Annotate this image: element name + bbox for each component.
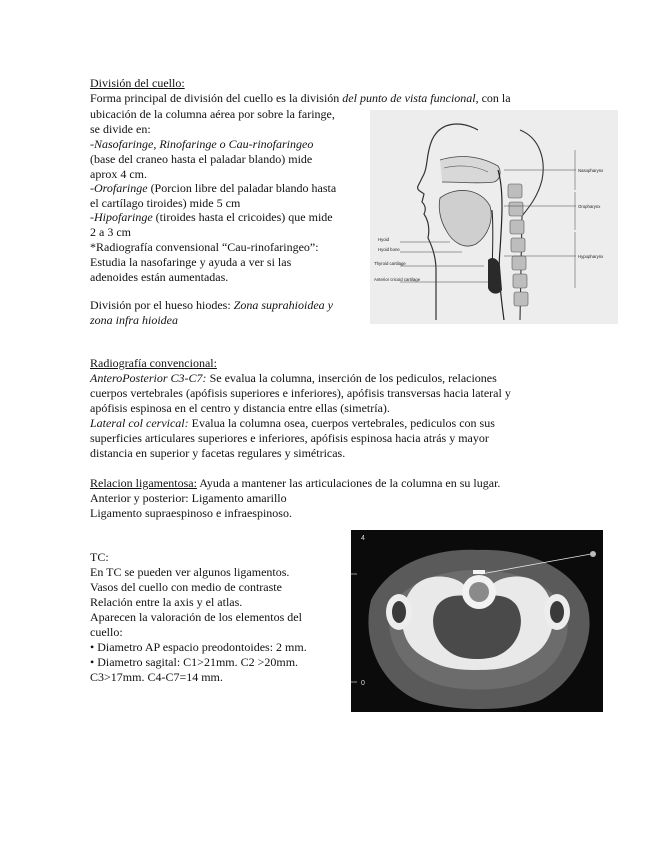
- ct-scale-mark-top: 4: [361, 535, 365, 542]
- pharynx-anatomy-figure: [370, 110, 618, 324]
- paragraph-line: [90, 91, 511, 106]
- paragraph-line: En TC se pueden ver algunos ligamentos.: [90, 565, 290, 579]
- paragraph-line: el cartílago tiroides) mide 5 cm: [90, 196, 241, 210]
- text-span-italic: Lateral col cervical:: [90, 416, 189, 430]
- label-hypopharynx: Hypopharynx: [578, 254, 604, 259]
- paragraph-line: C3>17mm. C4-C7=14 mm.: [90, 670, 223, 684]
- label-thyroid-cartilage: Thyroid cartilage: [374, 261, 406, 266]
- text-span: (tiroides hasta el cricoides) que mide: [152, 210, 333, 224]
- paragraph-line: ubicación de la columna aérea por sobre la faringe,: [90, 107, 335, 121]
- text-span: (Porcion libre del paladar blando hasta: [147, 181, 337, 195]
- orofaringe-line: [90, 181, 336, 196]
- paragraph-line: adenoides están aumentadas.: [90, 270, 229, 284]
- paragraph-line: cuerpos vertebrales (apófisis superiores e inferiores), apófisis transversas hacia lateral y: [90, 386, 511, 400]
- bullet-item: • Diametro AP espacio preodontoides: 2 mm.: [90, 640, 307, 654]
- text-span: Evalua la columna osea, cuerpos vertebrales, pediculos con sus: [188, 416, 495, 430]
- hipofaringe-line: [90, 210, 333, 225]
- paragraph-line: Estudia la nasofaringe y ayuda a ver si las: [90, 255, 292, 269]
- bullet-item: • Diametro sagital: C1>21mm. C2 >20mm.: [90, 655, 299, 669]
- label-nasopharynx: Nasopharynx: [578, 168, 604, 173]
- paragraph-line: Vasos del cuello con medio de contraste: [90, 580, 282, 594]
- paragraph-line: [90, 416, 495, 431]
- nasofaringe-term: -Nasofaringe, Rinofaringe o Cau-rinofaringeo: [90, 137, 314, 151]
- section-heading-radiografia: Radiografía convencional:: [90, 356, 217, 370]
- text-span: División por el hueso hiodes:: [90, 298, 234, 312]
- paragraph-line: aprox 4 cm.: [90, 167, 147, 181]
- ct-scale-mark-bottom: 0: [361, 680, 365, 687]
- paragraph-line: [90, 476, 500, 491]
- label-cricoid-cartilage: Anterior cricoid cartilage: [374, 277, 421, 282]
- text-span-italic: Zona suprahioidea y: [233, 298, 333, 312]
- label-hyoid: Hyoid: [378, 237, 389, 242]
- paragraph-line: se divide en:: [90, 122, 151, 136]
- hioides-line: [90, 298, 333, 313]
- paragraph-line: Anterior y posterior: Ligamento amarillo: [90, 491, 287, 505]
- pharynx-diagram: [370, 110, 618, 324]
- text-span-italic: AnteroPosterior C3-C7:: [90, 371, 207, 385]
- label-oropharynx: Oropharynx: [578, 204, 601, 209]
- section-heading-tc: TC:: [90, 550, 109, 564]
- paragraph-line: (base del craneo hasta el paladar blando) mide: [90, 152, 313, 166]
- paragraph-line: *Radiografía convensional “Cau-rinofaringeo”:: [90, 240, 319, 254]
- orofaringe-term: -Orofaringe: [90, 181, 148, 195]
- text-span: Se evalua la columna, inserción de los pediculos, relaciones: [206, 371, 497, 385]
- paragraph-line: superficies articulares superiores e inferiores, apófisis espinosa hacia atrás y mayor: [90, 431, 489, 445]
- section-heading-division: División del cuello:: [90, 76, 185, 90]
- paragraph-line: apófisis espinosa en el centro y distancia entre ellas (simetría).: [90, 401, 390, 415]
- paragraph-line: distancia en superior y facetas regulares y simétricas.: [90, 446, 346, 460]
- text-span: , con la: [475, 91, 511, 105]
- paragraph-line: Aparecen la valoración de los elementos del: [90, 610, 302, 624]
- text-span: Ayuda a mantener las articulaciones de la columna en su lugar.: [196, 476, 501, 490]
- paragraph-line: Relación entre la axis y el atlas.: [90, 595, 243, 609]
- section-heading-ligamentosa: Relacion ligamentosa:: [90, 476, 197, 490]
- paragraph-line: [90, 371, 497, 386]
- paragraph-line: Ligamento supraespinoso e infraespinoso.: [90, 506, 292, 520]
- hipofaringe-term: -Hipofaringe: [90, 210, 153, 224]
- axial-ct-image: [351, 530, 603, 712]
- paragraph-line: zona infra hioidea: [90, 313, 179, 327]
- ct-scan-drawing: [351, 530, 603, 712]
- text-span: Forma principal de división del cuello es la división: [90, 91, 343, 105]
- paragraph-line: cuello:: [90, 625, 123, 639]
- label-hyoid-bone: Hyoid bone: [378, 247, 400, 252]
- paragraph-line: 2 a 3 cm: [90, 225, 131, 239]
- text-span-italic: del punto de vista funcional: [342, 91, 476, 105]
